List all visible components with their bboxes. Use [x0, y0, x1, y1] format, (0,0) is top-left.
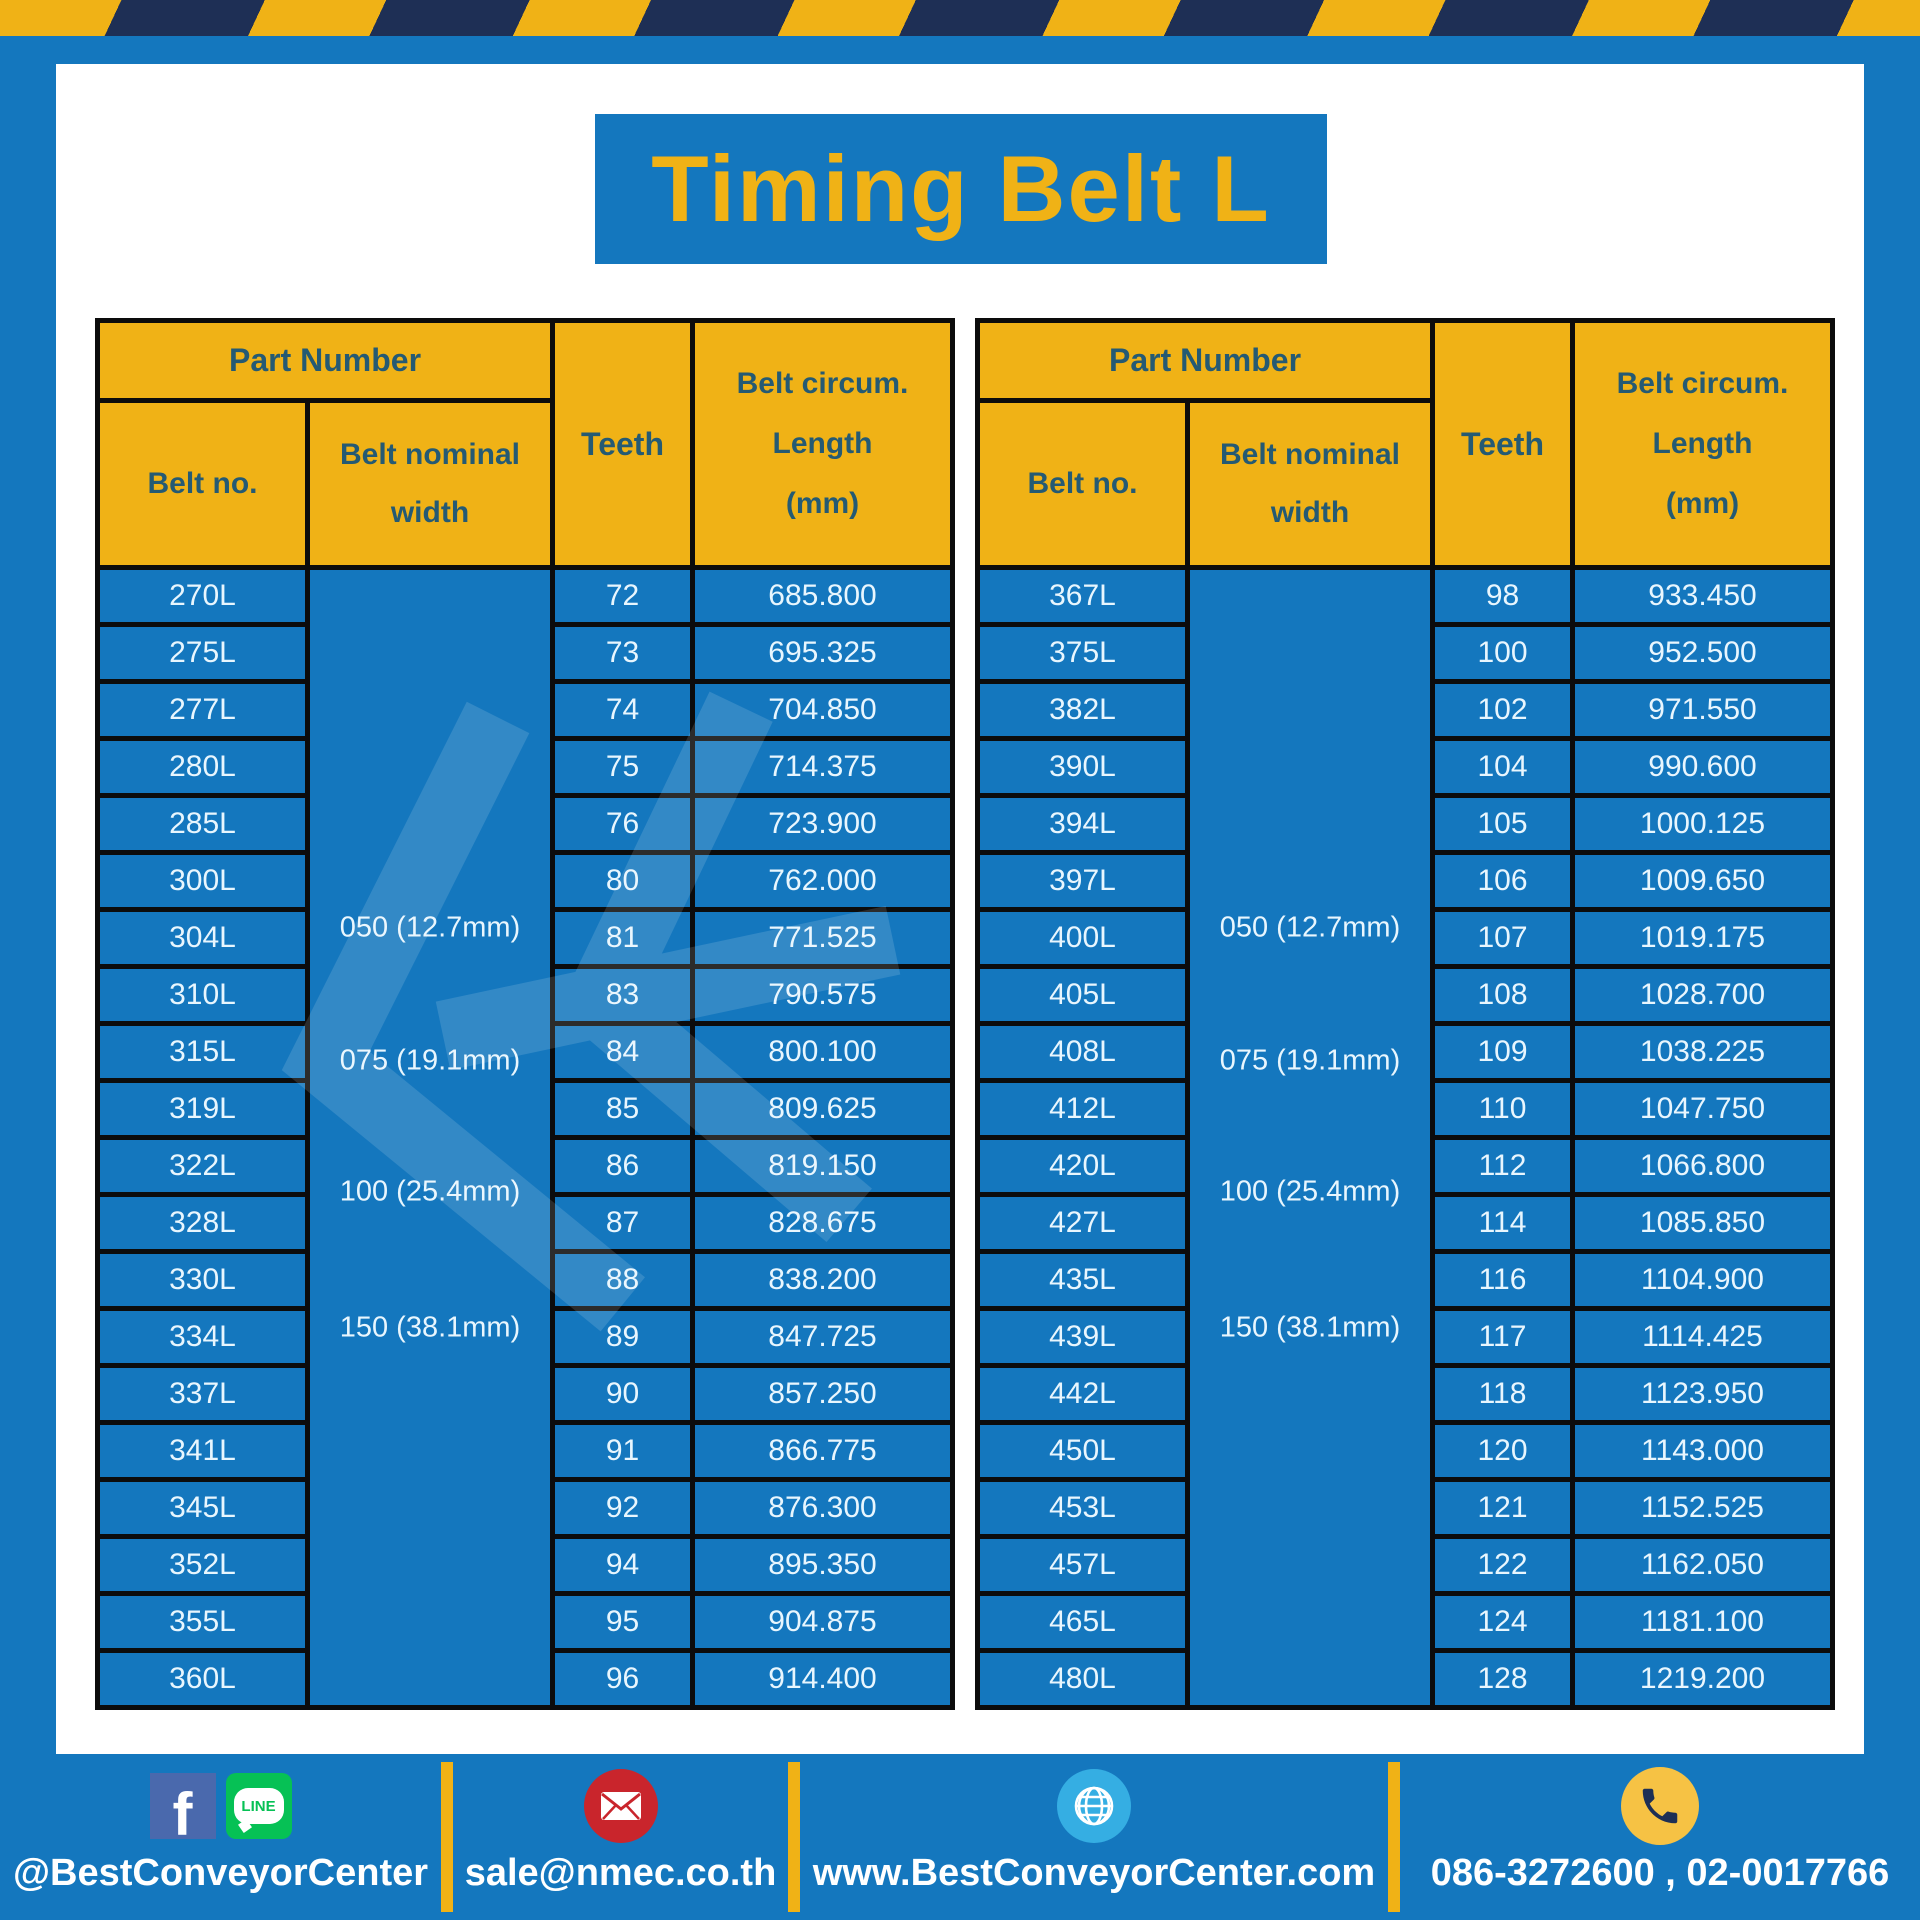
page-title: Timing Belt L [651, 136, 1271, 241]
length-cell: 1000.125 [1575, 798, 1830, 850]
length-cell: 723.900 [695, 798, 950, 850]
belt-no-cell: 345L [100, 1482, 305, 1534]
footer-divider [441, 1762, 453, 1912]
phone-icon[interactable] [1621, 1767, 1699, 1845]
belt-no-cell: 352L [100, 1539, 305, 1591]
length-cell: 1181.100 [1575, 1596, 1830, 1648]
line-icon[interactable] [226, 1773, 292, 1839]
teeth-cell: 83 [555, 969, 690, 1021]
teeth-cell: 73 [555, 627, 690, 679]
teeth-cell: 108 [1435, 969, 1570, 1021]
belt-no-cell: 280L [100, 741, 305, 793]
belt-no-cell: 412L [980, 1083, 1185, 1135]
tables-container [95, 318, 1835, 1710]
belt-no-cell: 319L [100, 1083, 305, 1135]
length-cell: 971.550 [1575, 684, 1830, 736]
belt-no-cell: 367L [980, 570, 1185, 622]
teeth-cell: 87 [555, 1197, 690, 1249]
belt-no-cell: 285L [100, 798, 305, 850]
belt-no-cell: 435L [980, 1254, 1185, 1306]
width-option: 075 (19.1mm) [339, 1044, 521, 1077]
length-cell: 695.325 [695, 627, 950, 679]
facebook-icon[interactable]: f [150, 1773, 216, 1839]
belt-no-cell: 442L [980, 1368, 1185, 1420]
length-cell: 762.000 [695, 855, 950, 907]
length-cell: 1019.175 [1575, 912, 1830, 964]
teeth-cell: 80 [555, 855, 690, 907]
mm-line: (mm) [785, 487, 860, 520]
length-cell: 1219.200 [1575, 1653, 1830, 1705]
belt-no-cell: 408L [980, 1026, 1185, 1078]
teeth-header: Teeth [555, 323, 690, 565]
length-cell: 914.400 [695, 1653, 950, 1705]
hazard-stripe-banner [0, 0, 1920, 36]
belt-no-cell: 405L [980, 969, 1185, 1021]
footer-contact-bar [0, 1754, 1920, 1920]
width-option: 050 (12.7mm) [1219, 911, 1401, 944]
length-cell: 933.450 [1575, 570, 1830, 622]
footer-phone-group[interactable] [1400, 1754, 1920, 1920]
teeth-header: Teeth [1435, 323, 1570, 565]
teeth-cell: 118 [1435, 1368, 1570, 1420]
belt-circum-line: Belt circum. [736, 367, 909, 400]
belt-no-cell: 270L [100, 570, 305, 622]
teeth-cell: 112 [1435, 1140, 1570, 1192]
belt-no-cell: 328L [100, 1197, 305, 1249]
belt-no-cell: 453L [980, 1482, 1185, 1534]
teeth-cell: 122 [1435, 1539, 1570, 1591]
belt-no-header: Belt no. [980, 403, 1185, 565]
length-cell: 809.625 [695, 1083, 950, 1135]
length-cell: 895.350 [695, 1539, 950, 1591]
teeth-cell: 72 [555, 570, 690, 622]
globe-icon[interactable] [1057, 1769, 1131, 1843]
belt-width-merged-cell [1190, 570, 1430, 1705]
length-cell: 952.500 [1575, 627, 1830, 679]
width-option: 100 (25.4mm) [1219, 1175, 1401, 1208]
belt-no-cell: 337L [100, 1368, 305, 1420]
teeth-cell: 84 [555, 1026, 690, 1078]
teeth-cell: 75 [555, 741, 690, 793]
belt-no-cell: 439L [980, 1311, 1185, 1363]
footer-divider [1388, 1762, 1400, 1912]
belt-no-cell: 375L [980, 627, 1185, 679]
social-handle-label[interactable]: @BestConveyorCenter [12, 1852, 429, 1894]
teeth-cell: 96 [555, 1653, 690, 1705]
belt-no-cell: 420L [980, 1140, 1185, 1192]
length-cell: 771.525 [695, 912, 950, 964]
length-cell: 1028.700 [1575, 969, 1830, 1021]
belt-no-cell: 341L [100, 1425, 305, 1477]
belt-no-cell: 397L [980, 855, 1185, 907]
website-label[interactable]: www.BestConveyorCenter.com [812, 1852, 1376, 1894]
footer-website-group[interactable] [800, 1754, 1388, 1920]
title-banner [595, 114, 1327, 264]
teeth-cell: 89 [555, 1311, 690, 1363]
footer-divider [788, 1762, 800, 1912]
teeth-cell: 95 [555, 1596, 690, 1648]
length-cell: 904.875 [695, 1596, 950, 1648]
teeth-cell: 102 [1435, 684, 1570, 736]
teeth-cell: 128 [1435, 1653, 1570, 1705]
part-number-header: Part Number [980, 323, 1430, 398]
belt-no-cell: 400L [980, 912, 1185, 964]
teeth-cell: 100 [1435, 627, 1570, 679]
social-icons [150, 1764, 292, 1848]
timing-belt-table-right [975, 318, 1835, 1710]
belt-no-cell: 382L [980, 684, 1185, 736]
line-bubble: LINE [234, 1788, 284, 1824]
length-cell: 1104.900 [1575, 1254, 1830, 1306]
belt-no-cell: 304L [100, 912, 305, 964]
teeth-cell: 116 [1435, 1254, 1570, 1306]
length-cell: 1085.850 [1575, 1197, 1830, 1249]
teeth-cell: 109 [1435, 1026, 1570, 1078]
belt-no-cell: 465L [980, 1596, 1185, 1648]
length-line: Length [772, 427, 873, 460]
belt-no-cell: 355L [100, 1596, 305, 1648]
length-cell: 866.775 [695, 1425, 950, 1477]
length-cell: 1114.425 [1575, 1311, 1830, 1363]
width-option: 075 (19.1mm) [1219, 1044, 1401, 1077]
belt-no-cell: 330L [100, 1254, 305, 1306]
belt-no-cell: 310L [100, 969, 305, 1021]
teeth-cell: 76 [555, 798, 690, 850]
footer-email-group[interactable] [453, 1754, 788, 1920]
teeth-cell: 124 [1435, 1596, 1570, 1648]
teeth-cell: 114 [1435, 1197, 1570, 1249]
part-number-header: Part Number [100, 323, 550, 398]
teeth-cell: 117 [1435, 1311, 1570, 1363]
width-option: 050 (12.7mm) [339, 911, 521, 944]
length-line: Length [1652, 427, 1753, 460]
belt-no-cell: 457L [980, 1539, 1185, 1591]
length-cell: 819.150 [695, 1140, 950, 1192]
length-cell: 990.600 [1575, 741, 1830, 793]
length-cell: 1066.800 [1575, 1140, 1830, 1192]
belt-width-merged-cell [310, 570, 550, 1705]
teeth-cell: 91 [555, 1425, 690, 1477]
belt-no-cell: 275L [100, 627, 305, 679]
length-cell: 828.675 [695, 1197, 950, 1249]
length-cell: 790.575 [695, 969, 950, 1021]
email-label[interactable]: sale@nmec.co.th [464, 1852, 777, 1894]
teeth-cell: 74 [555, 684, 690, 736]
length-cell: 704.850 [695, 684, 950, 736]
teeth-cell: 90 [555, 1368, 690, 1420]
length-cell: 1162.050 [1575, 1539, 1830, 1591]
width-option: 100 (25.4mm) [339, 1175, 521, 1208]
teeth-cell: 105 [1435, 798, 1570, 850]
length-cell: 876.300 [695, 1482, 950, 1534]
phone-numbers-label[interactable]: 086-3272600 , 02-0017766 [1430, 1852, 1890, 1894]
length-cell: 1038.225 [1575, 1026, 1830, 1078]
belt-no-cell: 334L [100, 1311, 305, 1363]
teeth-cell: 121 [1435, 1482, 1570, 1534]
email-icon[interactable] [584, 1769, 658, 1843]
footer-social-group[interactable] [0, 1754, 441, 1920]
belt-circum-header [1575, 323, 1830, 565]
teeth-cell: 98 [1435, 570, 1570, 622]
belt-no-header: Belt no. [100, 403, 305, 565]
belt-no-cell: 394L [980, 798, 1185, 850]
belt-circum-header [695, 323, 950, 565]
teeth-cell: 92 [555, 1482, 690, 1534]
teeth-cell: 106 [1435, 855, 1570, 907]
belt-circum-line: Belt circum. [1616, 367, 1789, 400]
teeth-cell: 88 [555, 1254, 690, 1306]
length-cell: 685.800 [695, 570, 950, 622]
belt-no-cell: 322L [100, 1140, 305, 1192]
belt-no-cell: 360L [100, 1653, 305, 1705]
length-cell: 714.375 [695, 741, 950, 793]
mm-line: (mm) [1665, 487, 1740, 520]
belt-no-cell: 300L [100, 855, 305, 907]
teeth-cell: 85 [555, 1083, 690, 1135]
teeth-cell: 86 [555, 1140, 690, 1192]
length-cell: 1152.525 [1575, 1482, 1830, 1534]
belt-nominal-width-header: Belt nominal width [1190, 403, 1430, 565]
length-cell: 1009.650 [1575, 855, 1830, 907]
belt-nominal-width-header: Belt nominal width [310, 403, 550, 565]
length-cell: 838.200 [695, 1254, 950, 1306]
length-cell: 1047.750 [1575, 1083, 1830, 1135]
teeth-cell: 107 [1435, 912, 1570, 964]
width-option: 150 (38.1mm) [1219, 1311, 1401, 1344]
teeth-cell: 81 [555, 912, 690, 964]
length-cell: 1123.950 [1575, 1368, 1830, 1420]
length-cell: 847.725 [695, 1311, 950, 1363]
belt-no-cell: 427L [980, 1197, 1185, 1249]
teeth-cell: 120 [1435, 1425, 1570, 1477]
timing-belt-table-left [95, 318, 955, 1710]
content-panel [56, 64, 1864, 1754]
width-option: 150 (38.1mm) [339, 1311, 521, 1344]
belt-no-cell: 315L [100, 1026, 305, 1078]
teeth-cell: 94 [555, 1539, 690, 1591]
belt-no-cell: 390L [980, 741, 1185, 793]
belt-no-cell: 480L [980, 1653, 1185, 1705]
length-cell: 857.250 [695, 1368, 950, 1420]
teeth-cell: 104 [1435, 741, 1570, 793]
belt-no-cell: 277L [100, 684, 305, 736]
length-cell: 800.100 [695, 1026, 950, 1078]
length-cell: 1143.000 [1575, 1425, 1830, 1477]
belt-no-cell: 450L [980, 1425, 1185, 1477]
teeth-cell: 110 [1435, 1083, 1570, 1135]
